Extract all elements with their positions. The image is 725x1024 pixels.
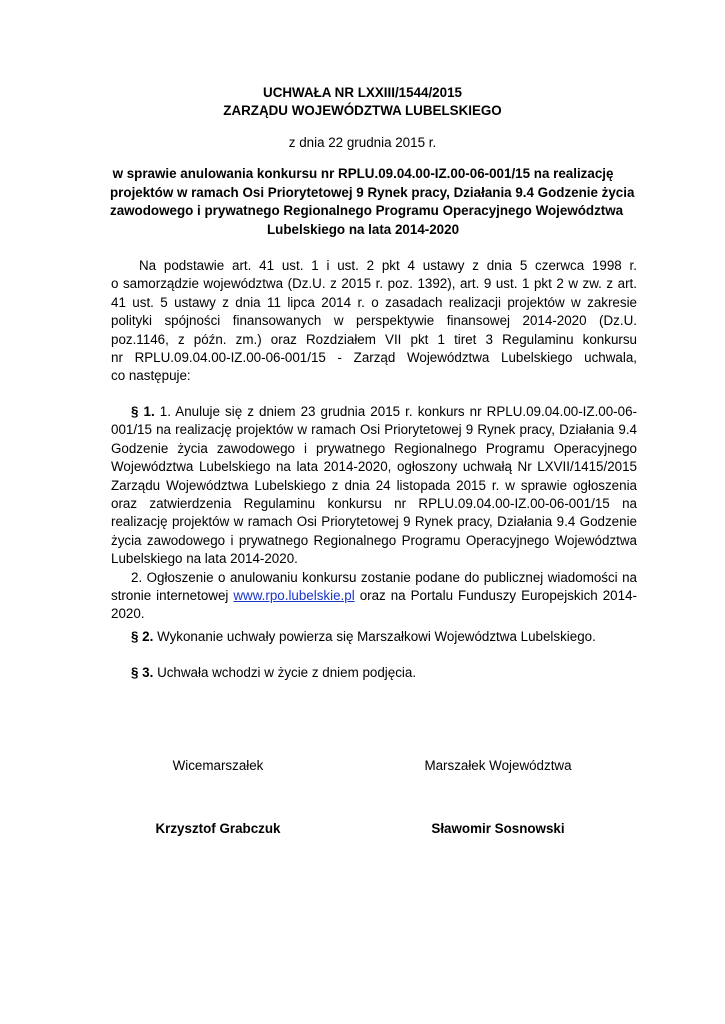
resolution-date: z dnia 22 grudnia 2015 r. <box>288 135 437 150</box>
preamble-line: nr RPLU.09.04.00-IZ.00-06-001/15 - Zarząd Województwa Lubelskiego uchwala, <box>111 350 637 366</box>
signatory-role-left: Wicemarszałek <box>172 758 264 773</box>
preamble-line: 41 ust. 5 ustawy z dnia 11 lipca 2014 r. o zasadach realizacji projektów w zakresie <box>111 294 637 310</box>
section-text: Uchwała wchodzi w życie z dniem podjęcia. <box>153 665 417 680</box>
section-mark: § 1. <box>131 404 155 419</box>
section-text: 1. Anuluje się z dniem 23 grudnia 2015 r. konkurs nr RPLU.09.04.00-IZ.00-06- <box>154 404 637 419</box>
section-mark: § 3. <box>131 665 154 680</box>
section-2 <box>131 628 637 646</box>
issuing-body: ZARZĄDU WOJEWÓDZTWA LUBELSKIEGO <box>223 103 502 118</box>
preamble <box>111 257 637 386</box>
preamble-line: co następuje: <box>111 368 191 384</box>
section-1-first-line <box>111 403 637 421</box>
point-2-text: stronie internetowej <box>111 588 234 604</box>
section-1-line: 001/15 na realizację projektów w ramach Osi Priorytetowej 9 Rynek pracy, Działania 9.4 <box>111 422 637 438</box>
section-1-line: Godzenie życia zawodowego i prywatnego Regionalnego Programu Operacyjnego <box>111 440 637 456</box>
section-1-line: Lubelskiego na lata 2014-2020. <box>111 551 298 567</box>
section-1-line: realizację projektów w ramach Osi Priorytetowej 9 Rynek pracy, Działania 9.4 Godzenie <box>111 514 637 530</box>
subject-line: Lubelskiego na lata 2014-2020 <box>266 221 460 237</box>
subject-line: zawodowego i prywatnego Regionalnego Programu Operacyjnego Województwa <box>110 203 624 219</box>
resolution-number: UCHWAŁA NR LXXIII/1544/2015 <box>263 85 462 100</box>
signatory-role-right: Marszałek Województwa <box>424 758 572 773</box>
section-1-line: Województwa Lubelskiego na lata 2014-2020, ogłoszony uchwałą Nr LXVII/1415/2015 <box>111 459 637 475</box>
section-1-point-2-line <box>111 587 637 605</box>
section-1-line: życia zawodowego i prywatnego Regionalnego Programu Operacyjnego Województwa <box>111 532 637 548</box>
section-1-point-2: 2. Ogłoszenie o anulowaniu konkursu zostanie podane do publicznej wiadomości na <box>131 569 637 585</box>
preamble-line: Na podstawie art. 41 ust. 1 i ust. 2 pkt 4 ustawy z dnia 5 czerwca 1998 r. <box>139 258 637 273</box>
signatory-name-right: Sławomir Sosnowski <box>431 821 565 836</box>
preamble-line: o samorządzie województwa (Dz.U. z 2015 r. poz. 1392), art. 9 ust. 1 pkt 2 w zw. z art. <box>111 276 637 292</box>
section-1-line: Zarządu Województwa Lubelskiego z dnia 24 listopada 2015 r. w sprawie ogłoszenia <box>111 477 637 493</box>
section-3 <box>131 664 637 682</box>
section-1-point-2-line: 2020. <box>111 606 145 622</box>
section-text: Wykonanie uchwały powierza się Marszałkowi Województwa Lubelskiego. <box>153 629 596 644</box>
subject-line: projektów w ramach Osi Priorytetowej 9 Rynek pracy, Działania 9.4 Godzenie życia <box>110 184 635 200</box>
preamble-line: poz.1146, z późn. zm.) oraz Rozdziałem VII pkt 1 tiret 3 Regulaminu konkursu <box>111 331 637 347</box>
signatory-name-left: Krzysztof Grabczuk <box>155 821 281 836</box>
section-1-line: oraz zatwierdzenia Regulaminu konkursu nr RPLU.09.04.00-IZ.00-06-001/15 na <box>111 496 637 512</box>
preamble-line: polityki spójności finansowanych w perspektywie finansowej 2014-2020 (Dz.U. <box>111 313 637 329</box>
section-1 <box>111 403 637 624</box>
subject-line: w sprawie anulowania konkursu nr RPLU.09.04.00-IZ.00-06-001/15 na realizację <box>112 166 614 181</box>
section-mark: § 2. <box>131 629 154 644</box>
resolution-subject <box>110 165 635 239</box>
point-2-text: oraz na Portalu Funduszy Europejskich 2014- <box>354 588 637 604</box>
rpo-website-link[interactable]: www.rpo.lubelskie.pl <box>233 588 355 604</box>
